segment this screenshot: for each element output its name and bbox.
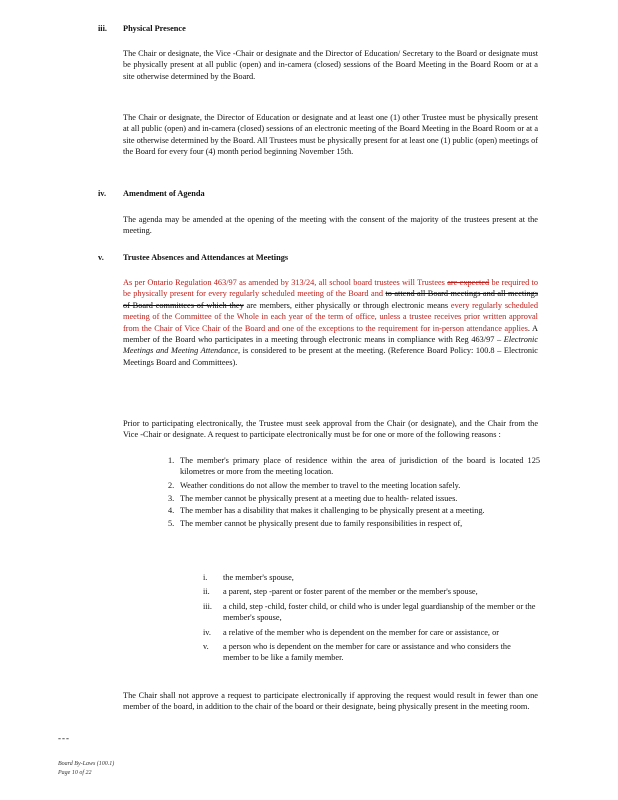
reasons-list (168, 455, 540, 529)
list-item: iv. a relative of the member who is dependent on the member for care or assistance, or (203, 627, 499, 637)
list-item: 2. Weather conditions do not allow the member to travel to the meeting location safely. (168, 480, 461, 490)
list-item: 1. The member's primary place of residence within the area of jurisdiction of the board is located 125 kilometres or more from the meeting location. (168, 456, 540, 477)
inserted-text: every regularly scheduled meeting of the Committee of the Whole in each year of the term of office, unless a trustee receives prior written approval from the Chair of Vice Chair of the Board and one of the exceptions to the requirement for in-person attendance applies (123, 300, 539, 333)
list-item: iii. a child, step -child, foster child, or child who is under legal guardianship of the member or the member's spouse, (203, 601, 536, 623)
section-heading-amendment-of-agenda (98, 188, 205, 199)
section-title: Trustee Absences and Attendances at Meetings (123, 253, 289, 262)
body-text: . A member of the Board who participates in a meeting through electronic means in compliance with Reg 463/97 – (123, 323, 538, 345)
section-number: iii. (98, 24, 107, 33)
section-heading-trustee-absences (98, 252, 288, 263)
section-number: v. (98, 253, 104, 262)
section-title: Amendment of Agenda (123, 189, 205, 198)
list-item: 4. The member has a disability that makes it challenging to be physically present at a meeting. (168, 505, 485, 515)
section-title: Physical Presence (123, 24, 186, 33)
inserted-text: As per Ontario Regulation 463/97 as amended by 313/24, all school board trustees will Trustees (123, 278, 445, 287)
section-number: iv. (98, 189, 107, 198)
footer-document-title: Board By-Laws (100.1) (58, 761, 115, 767)
list-item: 3. The member cannot be physically present at a meeting due to health- related issues. (168, 494, 458, 504)
deleted-text: to attend all Board meetings and all meetings of Board committees of which they (123, 289, 539, 310)
amendment-paragraph: The agenda may be amended at the opening of the meeting with the consent of the majority of the trustees present at the meeting. (123, 215, 538, 236)
inserted-text: be required to be physically present for every regularly scheduled meeting of the Board and (123, 278, 538, 299)
list-item: v. a person who is dependent on the member for care or assistance and who considers the member to be like a family member. (203, 642, 511, 663)
footer-page-number: Page 10 of 22 (58, 770, 92, 776)
page-footer (58, 760, 114, 778)
list-item: i. the member's spouse, (203, 573, 294, 582)
physical-presence-paragraph-1: The Chair or designate, the Vice -Chair or designate and the Director of Education/ Secretary to the Board or designate must be physically present at all public (open) and in-camera (closed) sessions of the Board Meeting in the Board Room or at a site otherwise determined by the Board. (123, 49, 538, 81)
body-text: , is considered to be present at the meeting. (Reference Board Policy: 100.8 – Electronic Meetings Board and Committees). (123, 346, 538, 367)
list-item: 5. The member cannot be physically present due to family responsibilities in respect of, (168, 519, 463, 529)
section-heading-physical-presence (98, 23, 186, 34)
attendance-regulation-paragraph (123, 277, 538, 368)
list-item: ii. a parent, step -parent or foster parent of the member or the member's spouse, (203, 587, 478, 597)
body-text: are members, either physically or through electronic means (246, 300, 449, 310)
family-responsibilities-sublist (203, 572, 538, 664)
regulation-title: Electronic Meetings and Meeting Attendance (123, 335, 538, 356)
chair-approval-paragraph: The Chair shall not approve a request to participate electronically if approving the request would result in fewer than one member of the board, in addition to the chair of the board or their designate, being physically present in the meeting room. (123, 691, 538, 712)
deleted-text: are expected (447, 278, 490, 287)
prior-approval-paragraph: Prior to participating electronically, the Trustee must seek approval from the Chair (or designate), and the Chair from the Vice -Chair or designate. A request to participate electronically must be for one or more of the following reasons : (123, 419, 538, 440)
physical-presence-paragraph-2: The Chair or designate, the Director of Education or designate and at least one (1) other Trustee must be physically present at all public (open) and in-camera (closed) sessions of an electronic meeting of the Board Meeting in the Board Room or at a site otherwise determined by the Board. All Trustees must be physically present for at least one (1) public (open) meetings of the Board for every four (4) month period beginning November 15th. (123, 113, 538, 157)
separator: --- (58, 733, 70, 743)
